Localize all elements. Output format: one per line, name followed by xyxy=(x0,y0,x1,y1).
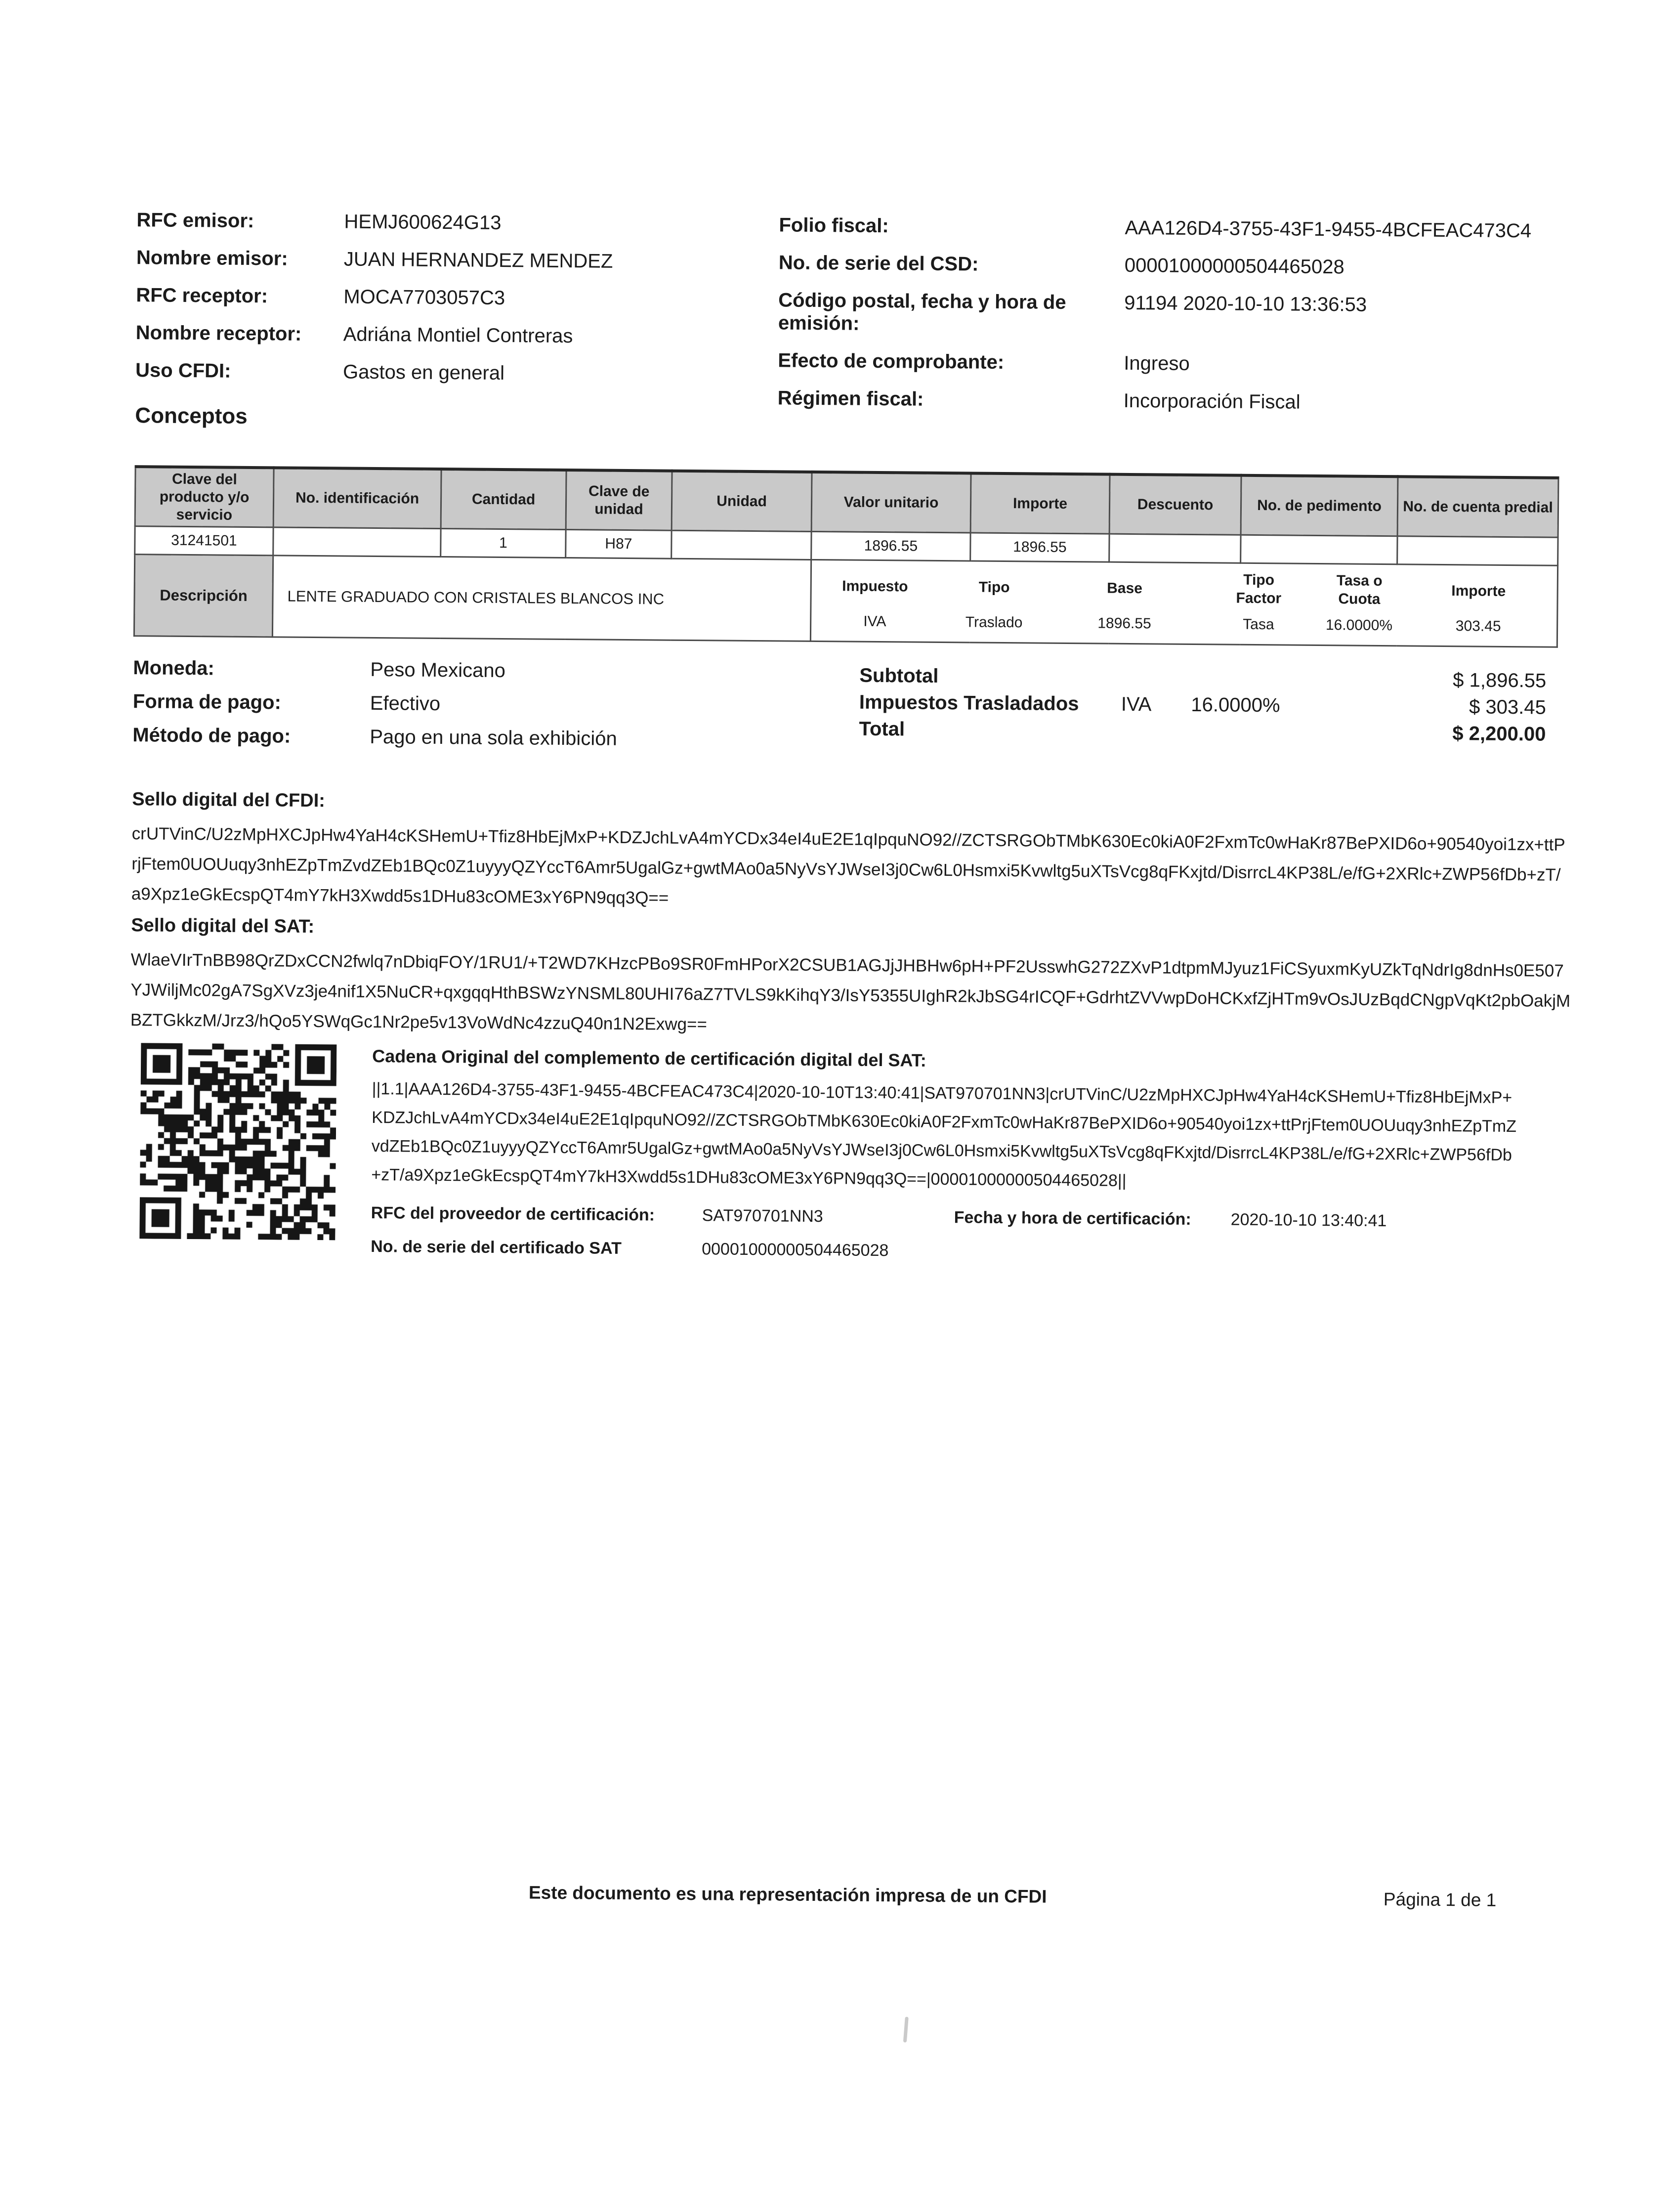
tax-col-tipo-factor: Tipo Factor xyxy=(1236,571,1282,607)
regimen-fiscal-value: Incorporación Fiscal xyxy=(1123,389,1301,413)
description-row xyxy=(134,555,1557,647)
cell-clave-producto: 31241501 xyxy=(135,526,273,556)
descripcion-label: Descripción xyxy=(134,555,273,637)
cell-descuento xyxy=(1109,534,1241,563)
col-cantidad: Cantidad xyxy=(441,469,566,529)
total-label: Total xyxy=(859,718,905,740)
tax-impuesto-value: IVA xyxy=(863,613,886,630)
cell-pedimento xyxy=(1241,535,1397,564)
table-header-row xyxy=(135,467,1558,537)
metodo-pago-label: Método de pago: xyxy=(132,724,291,747)
traslados-tax-name: IVA xyxy=(1121,693,1152,716)
payment-grid xyxy=(132,656,854,752)
footer xyxy=(0,1878,1665,1921)
sello-cfdi-text: crUTVinC/U2zMpHXCJpHw4YaH4cKSHemU+Tfiz8HbEjMxP+KDZJchLvA4mYCDx34eI4uE2E1qIpquNO92//ZCTSRGObTMbK630Ec0kiA0F2FxmTc0wHaKr87BePXID6o+90540yoi1zx+ttP rjFtem0UOUuqy3nhEZpTmZvdZEb1BQc0Z1uyyyQZYccT6Amr5UgalGz+gwtMAo0a5NyVsYJWseI3j0Cw6L0Hsmxi5Kvwltg5uXTsVcg8qFKxjtd/DisrrcL4KP38L/e/fG+2XRlc+ZWP56fDb+zT/ a9Xpz1eGkEcspQT4mY7kH3Xwdd5s1DHu83cOME3xY6PN9qq3Q== xyxy=(131,824,1565,908)
cell-clave-unidad: H87 xyxy=(566,530,672,559)
cadena-value: ||1.1|AAA126D4-3755-43F1-9455-4BCFEAC473C4|2020-10-10T13:40:41|SAT970701NN3|crUTVinC/U2zMpHXCJpHw4YaH4cKSHemU+Tfiz8HbEjMxP+ KDZJchLvA4mYCDx34eI4uE2E1qIpquNO92//ZCTSRGObTMbK630Ec0kiA0F2FxmTc0wHaKr87BePXID6o+90540yoi1zx+ttPrjFtem0UOUuqy3nhEZpTmZ vdZEb1BQc0Z1uyyyQZYccT6Amr5UgalGz+gwtMAo0a5NyVsYJWseI3j0Cw6L0Hsmxi5Kvwltg5uXTsVcg8qFKxjtd/DisrrcL4KP38L/e/fG+2XRlc+ZWP56fDb +zT/a9Xpz1eGkEcspQT4mY7kH3Xwdd5s1DHu83cOME3xY6PN9qq3Q==|00001000000504465028|| xyxy=(371,1079,1517,1190)
moneda-value: Peso Mexicano xyxy=(370,658,506,682)
metodo-pago-value: Pago en una sola exhibición xyxy=(370,726,617,750)
forma-pago-label: Forma de pago: xyxy=(132,690,282,714)
cadena-section xyxy=(128,1043,1588,1267)
conceptos-title: Conceptos xyxy=(135,403,248,429)
tax-base-value: 1896.55 xyxy=(1097,615,1151,632)
header-emitter-receiver xyxy=(135,209,779,433)
col-clave-unidad: Clave de unidad xyxy=(566,470,672,530)
nombre-receptor-value: Adriána Montiel Contreras xyxy=(343,323,573,347)
subtotal-label: Subtotal xyxy=(859,664,939,687)
folio-fiscal-label: Folio fiscal: xyxy=(779,214,889,237)
rfc-pac-label: RFC del proveedor de certificación: xyxy=(371,1203,655,1225)
header xyxy=(135,209,1594,439)
serie-csd-label: No. de serie del CSD: xyxy=(778,252,979,275)
serie-certificado-sat-label: No. de serie del certificado SAT xyxy=(371,1237,622,1258)
tax-col-impuesto: Impuesto xyxy=(842,577,908,595)
tax-detail xyxy=(810,559,1557,647)
traslados-label: Impuestos Trasladados xyxy=(859,691,1079,715)
rfc-pac-value: SAT970701NN3 xyxy=(702,1206,823,1226)
sello-sat-title: Sello digital del SAT: xyxy=(131,915,315,938)
footer-note: Este documento es una representación impresa de un CFDI xyxy=(528,1882,1047,1907)
nombre-receptor-label: Nombre receptor: xyxy=(135,322,302,345)
page-indicator: Página 1 de 1 xyxy=(1383,1889,1497,1910)
codigo-postal-label: Código postal, fecha y hora de emisión: xyxy=(778,289,1066,335)
uso-cfdi-label: Uso CFDI: xyxy=(135,359,231,382)
serie-certificado-sat-value: 00001000000504465028 xyxy=(702,1240,889,1260)
qr-code xyxy=(139,1043,336,1240)
tax-col-importe: Importe xyxy=(1451,582,1506,600)
codigo-postal-value: 91194 2020-10-10 13:36:53 xyxy=(1124,292,1367,316)
sello-cfdi-title: Sello digital del CFDI: xyxy=(132,789,326,812)
conceptos-table xyxy=(133,465,1559,648)
tax-tipo-factor-value: Tasa xyxy=(1243,616,1274,633)
col-unidad: Unidad xyxy=(672,471,812,532)
efecto-comprobante-label: Efecto de comprobante: xyxy=(778,349,1005,373)
cadena-title: Cadena Original del complemento de certificación digital del SAT: xyxy=(372,1045,926,1071)
tax-tipo-value: Traslado xyxy=(965,614,1023,631)
rfc-emisor-value: HEMJ600624G13 xyxy=(344,211,502,234)
tax-tasa-value: 16.0000% xyxy=(1325,617,1393,634)
sello-sat-section xyxy=(130,914,1589,1046)
col-valor-unitario: Valor unitario xyxy=(811,472,971,533)
cadena-text-block xyxy=(371,1045,1588,1267)
cell-importe: 1896.55 xyxy=(970,533,1109,562)
fecha-certificacion-value: 2020-10-10 13:40:41 xyxy=(1230,1210,1387,1231)
col-importe: Importe xyxy=(970,473,1110,534)
sello-sat-text: WlaeVIrTnBB98QrZDxCCN2fwlq7nDbiqFOY/1RU1/+T2WD7KHzcPBo9SR0FmHPorX2CSUB1AGJjJHBHw6pH+PF2UsswhG272ZXvP1dtpmMJyuz1FiCSyuxmKyUZkTqNdrIg8dnHs0E507 YJWiljMc02gA7SgXVz3je4nif1X5NuCR+qxgqqHthBSWzYNSML80UHI76aZ7TVLS9kKihqY3/IsY5355UIghR2kJbSG4rICQF+GdrhtZVVwpDoHCKxfZjHTm9vOsJUzBqdCNgpVqKt2pbOakjM BZTGkkzM/Jrz3/hQo5YSWqGc1Nr2pe5v13VoWdNc4zzuQ40n1N2Exwg== xyxy=(130,950,1571,1034)
regimen-fiscal-label: Régimen fiscal: xyxy=(777,387,924,410)
moneda-label: Moneda: xyxy=(133,657,215,680)
tax-grid xyxy=(811,566,1557,636)
col-clave-producto: Clave del producto y/o servicio xyxy=(135,467,274,527)
nombre-emisor-label: Nombre emisor: xyxy=(136,247,288,270)
tax-col-tasa-cuota: Tasa o Cuota xyxy=(1336,572,1383,607)
fiscal-data-grid xyxy=(778,214,1595,416)
payment-totals xyxy=(132,656,1591,758)
sello-cfdi-section xyxy=(131,788,1590,920)
efecto-comprobante-value: Ingreso xyxy=(1124,352,1190,375)
cell-unidad xyxy=(672,530,811,559)
traslados-tax-rate: 16.0000% xyxy=(1191,693,1280,717)
tax-col-base: Base xyxy=(1107,580,1143,597)
col-descuento: Descuento xyxy=(1109,474,1241,535)
col-identificacion: No. identificación xyxy=(273,468,441,528)
traslados-amount: $ 303.45 xyxy=(1469,696,1547,719)
total-amount: $ 2,200.00 xyxy=(1452,723,1546,745)
cell-identificacion xyxy=(273,527,441,557)
nombre-emisor-value: JUAN HERNANDEZ MENDEZ xyxy=(343,248,613,272)
col-cuenta-predial: No. de cuenta predial xyxy=(1397,476,1558,537)
cell-cantidad: 1 xyxy=(441,529,566,558)
uso-cfdi-value: Gastos en general xyxy=(342,361,505,385)
subtotal-amount: $ 1,896.55 xyxy=(1453,669,1547,692)
forma-pago-value: Efectivo xyxy=(370,692,441,715)
serie-csd-value: 00001000000504465028 xyxy=(1124,254,1344,278)
cell-cuenta-predial xyxy=(1397,536,1558,566)
scan-smudge xyxy=(903,2016,909,2042)
folio-fiscal-value: AAA126D4-3755-43F1-9455-4BCFEAC473C4 xyxy=(1125,216,1532,242)
col-pedimento: No. de pedimento xyxy=(1241,475,1398,536)
total-row xyxy=(859,716,1546,748)
rfc-emisor-label: RFC emisor: xyxy=(136,209,254,232)
totals-block xyxy=(859,662,1546,758)
fecha-certificacion-label: Fecha y hora de certificación: xyxy=(954,1208,1191,1229)
rfc-receptor-value: MOCA7703057C3 xyxy=(343,286,505,309)
tax-col-tipo: Tipo xyxy=(978,579,1010,596)
certification-grid xyxy=(371,1202,1587,1267)
tax-importe-value: 303.45 xyxy=(1455,618,1501,635)
emitter-receiver-grid xyxy=(135,209,779,386)
descripcion-value: LENTE GRADUADO CON CRISTALES BLANCOS INC xyxy=(272,556,811,642)
cell-valor-unitario: 1896.55 xyxy=(811,531,970,561)
rfc-receptor-label: RFC receptor: xyxy=(136,284,268,307)
